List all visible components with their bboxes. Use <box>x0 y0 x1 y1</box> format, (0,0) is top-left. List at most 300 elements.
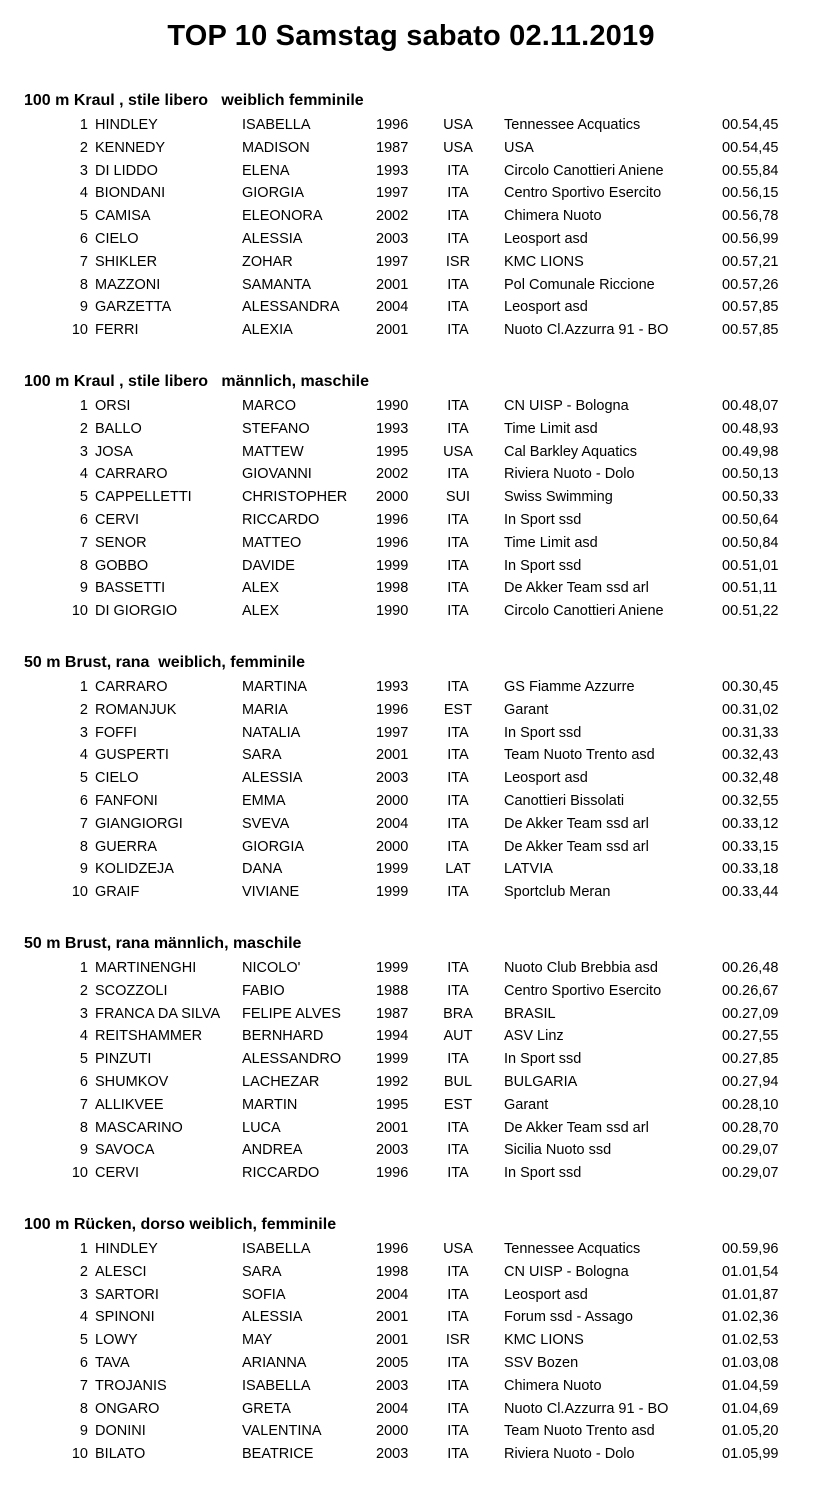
first-name-cell: DAVIDE <box>242 557 295 574</box>
birth-year-cell: 1996 <box>376 534 409 551</box>
first-name-cell: MADISON <box>242 139 310 156</box>
first-name-cell: EMMA <box>242 792 286 809</box>
club-cell: Team Nuoto Trento asd <box>504 747 655 764</box>
result-row <box>0 1048 822 1071</box>
birth-year-cell: 1993 <box>376 162 409 179</box>
club-cell: In Sport ssd <box>504 1051 582 1068</box>
birth-year-cell: 1999 <box>376 960 409 976</box>
time-cell: 00.57,85 <box>722 299 779 316</box>
rank-cell: 7 <box>79 253 88 270</box>
surname-cell: BASSETTI <box>95 580 166 597</box>
rank-cell: 6 <box>79 1073 88 1090</box>
birth-year-cell: 1996 <box>376 1165 409 1182</box>
rank-cell: 10 <box>71 1446 88 1463</box>
surname-cell: ONGARO <box>95 1400 160 1417</box>
time-cell: 01.02,53 <box>722 1332 779 1349</box>
birth-year-cell: 2004 <box>376 815 409 832</box>
rank-cell: 9 <box>79 299 88 316</box>
surname-cell: ALLIKVEE <box>95 1096 164 1113</box>
birth-year-cell: 1996 <box>376 1241 409 1257</box>
nation-cell: ITA <box>447 960 469 976</box>
first-name-cell: ALESSIA <box>242 770 303 787</box>
result-row <box>0 509 822 532</box>
first-name-cell: ZOHAR <box>242 253 293 270</box>
club-cell: In Sport ssd <box>504 724 582 741</box>
rank-cell: 8 <box>79 1400 88 1417</box>
rank-cell: 5 <box>79 489 88 506</box>
club-cell: In Sport ssd <box>504 1165 582 1182</box>
nation-cell: ITA <box>447 208 469 225</box>
result-row <box>0 228 822 251</box>
time-cell: 00.57,26 <box>722 276 779 293</box>
rank-cell: 9 <box>79 1423 88 1440</box>
event-heading: 50 m Brust, rana männlich, maschile <box>24 935 302 952</box>
result-row <box>0 1162 822 1185</box>
club-cell: BRASIL <box>504 1005 556 1022</box>
club-cell: Nuoto Club Brebbia asd <box>504 960 658 976</box>
birth-year-cell: 1999 <box>376 1051 409 1068</box>
nation-cell: ITA <box>447 230 469 247</box>
first-name-cell: SOFIA <box>242 1286 286 1303</box>
result-row <box>0 418 822 441</box>
rank-cell: 6 <box>79 1354 88 1371</box>
time-cell: 00.50,33 <box>722 489 779 506</box>
surname-cell: CAMISA <box>95 208 151 225</box>
first-name-cell: ISABELLA <box>242 117 311 133</box>
club-cell: Circolo Canottieri Aniene <box>504 603 664 620</box>
time-cell: 00.26,67 <box>722 982 779 999</box>
first-name-cell: LUCA <box>242 1119 281 1136</box>
first-name-cell: ALEXIA <box>242 322 293 339</box>
club-cell: De Akker Team ssd arl <box>504 815 649 832</box>
rank-cell: 3 <box>79 724 88 741</box>
first-name-cell: ALESSANDRO <box>242 1051 342 1068</box>
birth-year-cell: 1998 <box>376 580 409 597</box>
club-cell: Time Limit asd <box>504 420 598 437</box>
surname-cell: TROJANIS <box>95 1377 167 1394</box>
birth-year-cell: 1994 <box>376 1028 409 1045</box>
page-title: TOP 10 Samstag sabato 02.11.2019 <box>167 20 655 52</box>
birth-year-cell: 1987 <box>376 139 409 156</box>
surname-cell: SAVOCA <box>95 1142 155 1159</box>
birth-year-cell: 1997 <box>376 724 409 741</box>
first-name-cell: SARA <box>242 1263 282 1280</box>
time-cell: 00.50,13 <box>722 466 779 483</box>
nation-cell: ITA <box>447 511 469 528</box>
surname-cell: CERVI <box>95 511 140 528</box>
surname-cell: CERVI <box>95 1165 140 1182</box>
nation-cell: ITA <box>447 1119 469 1136</box>
club-cell: Sportclub Meran <box>504 884 611 901</box>
time-cell: 01.02,36 <box>722 1309 779 1326</box>
first-name-cell: VALENTINA <box>242 1423 322 1440</box>
surname-cell: HINDLEY <box>95 1241 158 1257</box>
club-cell: Tennessee Acquatics <box>504 117 641 133</box>
rank-cell: 7 <box>79 534 88 551</box>
time-cell: 00.31,33 <box>722 724 779 741</box>
rank-cell: 4 <box>79 1028 88 1045</box>
surname-cell: SPINONI <box>95 1309 155 1326</box>
time-cell: 00.57,85 <box>722 322 779 339</box>
time-cell: 00.50,64 <box>722 511 779 528</box>
nation-cell: ISR <box>445 253 471 270</box>
event-heading: 50 m Brust, rana weiblich, femminile <box>24 654 305 671</box>
event-section <box>0 931 822 1212</box>
result-row <box>0 532 822 555</box>
surname-cell: FRANCA DA SILVA <box>95 1005 221 1022</box>
rank-cell: 9 <box>79 861 88 878</box>
club-cell: Tennessee Acquatics <box>504 1241 641 1257</box>
club-cell: De Akker Team ssd arl <box>504 838 649 855</box>
rank-cell: 5 <box>79 1332 88 1349</box>
club-cell: In Sport ssd <box>504 557 582 574</box>
time-cell: 00.29,07 <box>722 1165 779 1182</box>
rank-cell: 5 <box>79 1051 88 1068</box>
first-name-cell: ISABELLA <box>242 1377 311 1394</box>
time-cell: 00.32,55 <box>722 792 779 809</box>
birth-year-cell: 1996 <box>376 511 409 528</box>
birth-year-cell: 1997 <box>376 253 409 270</box>
time-cell: 00.27,94 <box>722 1073 779 1090</box>
nation-cell: ITA <box>447 792 469 809</box>
surname-cell: KOLIDZEJA <box>95 861 174 878</box>
nation-cell: ITA <box>447 724 469 741</box>
time-cell: 01.04,59 <box>722 1377 779 1394</box>
result-row <box>0 1375 822 1398</box>
birth-year-cell: 1997 <box>376 185 409 202</box>
rank-cell: 2 <box>79 420 88 437</box>
rank-cell: 8 <box>79 1119 88 1136</box>
first-name-cell: ALEX <box>242 603 280 620</box>
time-cell: 00.32,48 <box>722 770 779 787</box>
rank-cell: 5 <box>79 770 88 787</box>
first-name-cell: ANDREA <box>242 1142 303 1159</box>
event-section <box>0 369 822 650</box>
result-row <box>0 1329 822 1352</box>
birth-year-cell: 1996 <box>376 701 409 718</box>
first-name-cell: ALESSANDRA <box>242 299 340 316</box>
birth-year-cell: 1993 <box>376 420 409 437</box>
result-row <box>0 1094 822 1117</box>
time-cell: 00.33,18 <box>722 861 779 878</box>
club-cell: Riviera Nuoto - Dolo <box>504 466 635 483</box>
time-cell: 01.04,69 <box>722 1400 779 1417</box>
surname-cell: FOFFI <box>95 724 137 741</box>
surname-cell: MASCARINO <box>95 1119 183 1136</box>
birth-year-cell: 1988 <box>376 982 409 999</box>
birth-year-cell: 2002 <box>376 208 409 225</box>
time-cell: 00.32,43 <box>722 747 779 764</box>
nation-cell: ITA <box>447 580 469 597</box>
rank-cell: 7 <box>79 815 88 832</box>
surname-cell: PINZUTI <box>95 1051 152 1068</box>
surname-cell: SHUMKOV <box>95 1073 169 1090</box>
first-name-cell: GRETA <box>242 1400 291 1417</box>
result-row <box>0 767 822 790</box>
birth-year-cell: 1987 <box>376 1005 409 1022</box>
rank-cell: 3 <box>79 443 88 460</box>
nation-cell: USA <box>443 1241 473 1257</box>
surname-cell: REITSHAMMER <box>95 1028 203 1045</box>
birth-year-cell: 2000 <box>376 838 409 855</box>
nation-cell: ITA <box>447 982 469 999</box>
club-cell: Leosport asd <box>504 1286 588 1303</box>
surname-cell: DI LIDDO <box>95 162 158 179</box>
surname-cell: GUERRA <box>95 838 158 855</box>
result-row <box>0 722 822 745</box>
surname-cell: CIELO <box>95 230 139 247</box>
nation-cell: ITA <box>447 1354 469 1371</box>
time-cell: 00.31,02 <box>722 701 779 718</box>
first-name-cell: LACHEZAR <box>242 1073 320 1090</box>
nation-cell: ITA <box>447 398 469 414</box>
first-name-cell: FELIPE ALVES <box>242 1005 341 1022</box>
rank-cell: 1 <box>79 117 88 133</box>
time-cell: 00.51,01 <box>722 557 779 574</box>
time-cell: 01.05,20 <box>722 1423 779 1440</box>
birth-year-cell: 2003 <box>376 770 409 787</box>
event-heading: 100 m Rücken, dorso weiblich, femminile <box>24 1216 337 1233</box>
nation-cell: ITA <box>447 1423 469 1440</box>
surname-cell: LOWY <box>95 1332 138 1349</box>
first-name-cell: MARTIN <box>242 1096 298 1113</box>
result-row <box>0 1139 822 1162</box>
club-cell: BULGARIA <box>504 1073 578 1090</box>
first-name-cell: ARIANNA <box>242 1354 307 1371</box>
first-name-cell: GIORGIA <box>242 185 305 202</box>
nation-cell: ITA <box>447 1165 469 1182</box>
result-row <box>0 205 822 228</box>
club-cell: KMC LIONS <box>504 253 584 270</box>
surname-cell: DONINI <box>95 1423 146 1440</box>
rank-cell: 8 <box>79 838 88 855</box>
result-row <box>0 160 822 183</box>
first-name-cell: ELENA <box>242 162 290 179</box>
club-cell: Forum ssd - Assago <box>504 1309 633 1326</box>
first-name-cell: MAY <box>242 1332 273 1349</box>
club-cell: Leosport asd <box>504 299 588 316</box>
rank-cell: 1 <box>79 1241 88 1257</box>
nation-cell: USA <box>443 117 473 133</box>
club-cell: Pol Comunale Riccione <box>504 276 655 293</box>
birth-year-cell: 2000 <box>376 1423 409 1440</box>
nation-cell: ITA <box>447 815 469 832</box>
nation-cell: ITA <box>447 1446 469 1463</box>
nation-cell: EST <box>443 701 473 718</box>
first-name-cell: SVEVA <box>242 815 290 832</box>
rank-cell: 2 <box>79 139 88 156</box>
first-name-cell: FABIO <box>242 982 285 999</box>
results-sections <box>0 88 822 1493</box>
nation-cell: ITA <box>447 679 469 695</box>
nation-cell: ITA <box>447 603 469 620</box>
nation-cell: ITA <box>447 322 469 339</box>
nation-cell: BUL <box>443 1073 473 1090</box>
result-row <box>0 836 822 859</box>
rank-cell: 8 <box>79 557 88 574</box>
surname-cell: SENOR <box>95 534 147 551</box>
surname-cell: GRAIF <box>95 884 140 901</box>
birth-year-cell: 2000 <box>376 489 409 506</box>
surname-cell: CARRARO <box>95 466 168 483</box>
surname-cell: CIELO <box>95 770 139 787</box>
time-cell: 00.49,98 <box>722 443 779 460</box>
club-cell: Nuoto Cl.Azzurra 91 - BO <box>504 322 669 339</box>
rank-cell: 1 <box>79 398 88 414</box>
nation-cell: SUI <box>445 489 471 506</box>
club-cell: Leosport asd <box>504 770 588 787</box>
surname-cell: ORSI <box>95 398 131 414</box>
surname-cell: CARRARO <box>95 679 168 695</box>
surname-cell: DI GIORGIO <box>95 603 178 620</box>
first-name-cell: CHRISTOPHER <box>242 489 348 506</box>
result-row <box>0 1443 822 1466</box>
rank-cell: 3 <box>79 1286 88 1303</box>
first-name-cell: ALESSIA <box>242 1309 303 1326</box>
club-cell: Canottieri Bissolati <box>504 792 625 809</box>
result-row <box>0 463 822 486</box>
nation-cell: EST <box>443 1096 473 1113</box>
result-row <box>0 1261 822 1284</box>
birth-year-cell: 2001 <box>376 322 409 339</box>
club-cell: Centro Sportivo Esercito <box>504 982 662 999</box>
rank-cell: 10 <box>71 322 88 339</box>
time-cell: 00.48,93 <box>722 420 779 437</box>
first-name-cell: BERNHARD <box>242 1028 324 1045</box>
result-row <box>0 600 822 623</box>
club-cell: Time Limit asd <box>504 534 598 551</box>
nation-cell: ITA <box>447 420 469 437</box>
result-row <box>0 1025 822 1048</box>
first-name-cell: MARCO <box>242 398 296 414</box>
nation-cell: USA <box>443 443 473 460</box>
result-row <box>0 881 822 904</box>
birth-year-cell: 1999 <box>376 557 409 574</box>
club-cell: Chimera Nuoto <box>504 1377 602 1394</box>
time-cell: 00.51,11 <box>722 580 778 597</box>
first-name-cell: STEFANO <box>242 420 310 437</box>
birth-year-cell: 2003 <box>376 1446 409 1463</box>
time-cell: 00.56,99 <box>722 230 779 247</box>
result-row <box>0 1284 822 1307</box>
time-cell: 00.48,07 <box>722 398 779 414</box>
club-cell: De Akker Team ssd arl <box>504 1119 649 1136</box>
first-name-cell: RICCARDO <box>242 1165 320 1182</box>
first-name-cell: ALESSIA <box>242 230 303 247</box>
result-row <box>0 486 822 509</box>
time-cell: 00.33,15 <box>722 838 779 855</box>
first-name-cell: SAMANTA <box>242 276 312 293</box>
time-cell: 01.01,87 <box>722 1286 779 1303</box>
surname-cell: ROMANJUK <box>95 701 177 718</box>
nation-cell: USA <box>443 139 473 156</box>
birth-year-cell: 1995 <box>376 1096 409 1113</box>
surname-cell: ALESCI <box>95 1263 147 1280</box>
rank-cell: 3 <box>79 162 88 179</box>
birth-year-cell: 2001 <box>376 1332 409 1349</box>
rank-cell: 5 <box>79 208 88 225</box>
time-cell: 00.27,55 <box>722 1028 779 1045</box>
nation-cell: ITA <box>447 299 469 316</box>
time-cell: 01.01,54 <box>722 1263 779 1280</box>
club-cell: ASV Linz <box>504 1028 564 1045</box>
time-cell: 00.30,45 <box>722 679 779 695</box>
club-cell: Sicilia Nuoto ssd <box>504 1142 612 1159</box>
surname-cell: FERRI <box>95 322 139 339</box>
result-row <box>0 1306 822 1329</box>
first-name-cell: SARA <box>242 747 282 764</box>
time-cell: 00.59,96 <box>722 1241 779 1257</box>
first-name-cell: MARIA <box>242 701 288 718</box>
birth-year-cell: 2001 <box>376 747 409 764</box>
club-cell: GS Fiamme Azzurre <box>504 679 635 695</box>
rank-cell: 10 <box>71 603 88 620</box>
club-cell: CN UISP - Bologna <box>504 1263 629 1280</box>
nation-cell: ISR <box>445 1332 471 1349</box>
rank-cell: 2 <box>79 701 88 718</box>
birth-year-cell: 2004 <box>376 1400 409 1417</box>
birth-year-cell: 2000 <box>376 792 409 809</box>
surname-cell: HINDLEY <box>95 117 158 133</box>
result-row <box>0 957 822 980</box>
rank-cell: 9 <box>79 1142 88 1159</box>
first-name-cell: MARTINA <box>242 679 307 695</box>
result-row <box>0 676 822 699</box>
rank-cell: 2 <box>79 982 88 999</box>
nation-cell: ITA <box>447 1286 469 1303</box>
result-row <box>0 137 822 160</box>
first-name-cell: ALEX <box>242 580 280 597</box>
time-cell: 00.57,21 <box>722 253 779 270</box>
surname-cell: GUSPERTI <box>95 747 169 764</box>
time-cell: 00.33,44 <box>722 884 779 901</box>
birth-year-cell: 2003 <box>376 1142 409 1159</box>
nation-cell: ITA <box>447 534 469 551</box>
first-name-cell: GIORGIA <box>242 838 305 855</box>
club-cell: LATVIA <box>504 861 553 878</box>
time-cell: 01.05,99 <box>722 1446 779 1463</box>
time-cell: 00.54,45 <box>722 139 779 156</box>
club-cell: KMC LIONS <box>504 1332 584 1349</box>
result-row <box>0 790 822 813</box>
nation-cell: ITA <box>447 1051 469 1068</box>
time-cell: 00.28,70 <box>722 1119 779 1136</box>
first-name-cell: ISABELLA <box>242 1241 311 1257</box>
birth-year-cell: 1996 <box>376 117 409 133</box>
rank-cell: 4 <box>79 466 88 483</box>
nation-cell: ITA <box>447 1377 469 1394</box>
result-row <box>0 1398 822 1421</box>
result-row <box>0 555 822 578</box>
rank-cell: 6 <box>79 230 88 247</box>
result-row <box>0 1071 822 1094</box>
time-cell: 00.27,09 <box>722 1005 779 1022</box>
time-cell: 00.56,15 <box>722 185 779 202</box>
nation-cell: ITA <box>447 185 469 202</box>
nation-cell: AUT <box>443 1028 473 1045</box>
result-row <box>0 296 822 319</box>
nation-cell: ITA <box>447 1400 469 1417</box>
nation-cell: BRA <box>443 1005 473 1022</box>
nation-cell: ITA <box>447 1309 469 1326</box>
surname-cell: TAVA <box>95 1354 130 1371</box>
surname-cell: BIONDANI <box>95 185 166 202</box>
result-row <box>0 858 822 881</box>
rank-cell: 7 <box>79 1096 88 1113</box>
surname-cell: FANFONI <box>95 792 158 809</box>
nation-cell: ITA <box>447 838 469 855</box>
first-name-cell: RICCARDO <box>242 511 320 528</box>
